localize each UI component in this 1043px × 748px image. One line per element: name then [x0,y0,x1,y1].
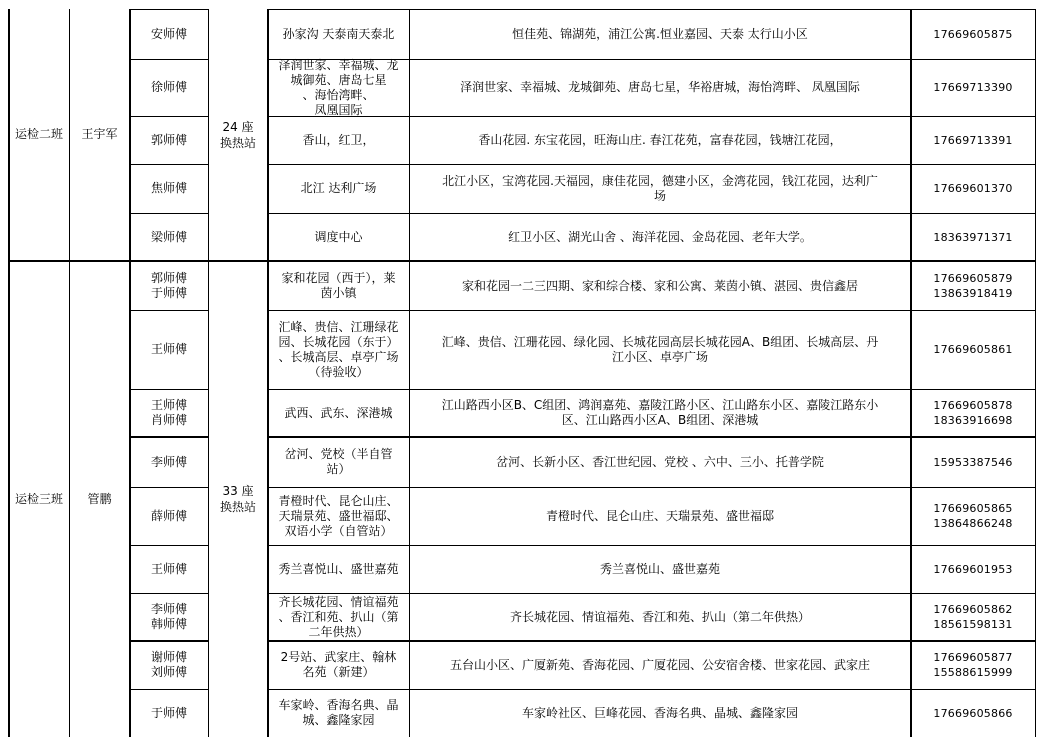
communities-cell: 车家岭社区、巨峰花园、香海名典、晶城、鑫隆家园 [521,705,798,720]
station-cell: 24 座 换热站 [219,119,256,150]
grid-line [208,9,209,737]
grid-line [268,164,1036,165]
phone-cell: 17669605861 [933,343,1013,356]
grid-line [267,9,269,737]
phone-cell: 17669605878 18363916698 [933,399,1013,427]
grid-line [409,9,410,737]
worker-cell: 郭师傅 于师傅 [150,271,187,300]
communities-cell: 江山路西小区B、C组团、鸿润嘉苑、嘉陵江路小区、江山路东小区、嘉陵江路东小 区、江山路西小区A、B组团、深港城 [441,398,879,427]
grid-line [130,59,208,60]
communities-cell: 青橙时代、昆仑山庄、天瑞景苑、盛世福邸 [545,508,774,523]
communities-cell: 香山花园. 东宝花园，旺海山庄. 春江花苑，富春花园，钱塘江花园， [478,132,842,147]
grid-line [268,487,1036,488]
area-cell: 北江 达利广场 [300,181,377,195]
area-cell: 2号站、武家庄、翰林 名苑（新建） [280,650,397,679]
communities-cell: 秀兰喜悦山、盛世嘉苑 [599,561,720,576]
area-cell: 家和花园（西于），莱 茵小镇 [281,271,396,300]
leader-cell: 王宇军 [81,127,118,141]
area-cell: 香山，红卫， [302,132,375,147]
area-cell: 泽润世家、幸福城、龙 城御苑、唐岛七星 、海怡湾畔、 凤凰国际 [278,57,399,117]
grid-line [268,689,1036,690]
grid-line [8,9,10,737]
phone-cell: 17669601953 [933,562,1013,576]
area-cell: 齐长城花园、情谊福苑 、香江和苑、扒山（第 二年供热） [278,594,399,639]
communities-cell: 汇峰、贵信、江珊花园、绿化园、长城花园高层长城花园A、B组团、长城高层、丹 江小区、卓亭广场 [441,334,879,364]
phone-cell: 17669601370 [933,182,1013,195]
team-cell: 运检二班 [14,127,63,141]
grid-line [130,213,208,214]
grid-line [910,9,912,737]
communities-cell: 北江小区，宝湾花园.天福园，康佳花园，德建小区，金湾花园，钱江花园，达利广 场 [442,173,878,203]
grid-line [268,310,1036,311]
grid-line [130,116,208,117]
grid-line [8,260,1036,262]
grid-line [130,164,208,165]
phone-cell: 17669605879 13863918419 [933,272,1013,300]
grid-line [130,593,208,594]
grid-line [130,389,208,390]
grid-line [130,545,208,546]
phone-cell: 17669605862 18561598131 [933,603,1013,631]
communities-cell: 泽润世家、幸福城、龙城御苑、唐岛七星，华裕唐城，海怡湾畔、 凤凰国际 [460,80,860,94]
worker-cell: 王师傅 [150,561,187,576]
grid-line [268,545,1036,546]
communities-cell: 五台山小区、广厦新苑、香海花园、广厦花园、公安宿舍楼、世家花园、武家庄 [449,657,870,672]
grid-line [268,116,1036,117]
grid-line [268,593,1036,594]
grid-line [130,487,208,488]
phone-cell: 17669605875 [933,27,1013,41]
worker-cell: 于师傅 [150,705,187,720]
area-cell: 青橙时代、昆仑山庄、 天瑞景苑、盛世福邸、 双语小学（自管站） [278,493,399,538]
area-cell: 汇峰、贵信、江珊绿花 园、长城花园（东于） 、长城高层、卓亭广场 （待验收） [278,319,399,379]
grid-line [268,59,1036,60]
grid-line [130,436,208,438]
phone-cell: 17669605877 15588615999 [933,651,1013,679]
worker-cell: 郭师傅 [150,132,187,147]
grid-line [130,310,208,311]
worker-cell: 李师傅 韩师傅 [150,602,187,631]
grid-line [268,640,1036,642]
station-cell: 33 座 换热站 [219,484,256,514]
worker-cell: 谢师傅 刘师傅 [150,650,187,679]
phone-cell: 18363971371 [933,230,1013,244]
communities-cell: 岔河、长新小区、香江世纪园、党校 、六中、三小、托普学院 [496,454,824,469]
grid-line [130,9,208,10]
phone-cell: 17669713391 [933,133,1013,147]
area-cell: 秀兰喜悦山、盛世嘉苑 [278,561,399,576]
phone-cell: 17669605865 13864866248 [933,502,1013,530]
grid-line [268,389,1036,390]
phone-cell: 17669713390 [933,81,1013,94]
phone-cell: 15953387546 [933,455,1013,469]
grid-line [69,9,70,737]
worker-cell: 梁师傅 [150,229,187,244]
area-cell: 岔河、党校（半自管 站） [284,447,393,476]
area-cell: 武西、武东、深港城 [284,405,393,420]
team-cell: 运检三班 [14,491,63,506]
grid-line [268,9,1036,10]
area-cell: 孙家沟 天泰南天泰北 [282,26,395,41]
phone-cell: 17669605866 [933,706,1013,720]
grid-line [1035,9,1036,737]
worker-cell: 薛师傅 [150,508,187,523]
grid-line [130,689,208,690]
area-cell: 车家岭、香海名典、晶 城、鑫隆家园 [278,698,399,727]
communities-cell: 齐长城花园、情谊福苑、香江和苑、扒山（第二年供热） [509,609,810,624]
area-cell: 调度中心 [314,229,363,244]
worker-cell: 安师傅 [150,26,187,41]
worker-cell: 王师傅 肖师傅 [150,398,187,427]
leader-cell: 管鹏 [87,491,112,506]
grid-line [268,436,1036,438]
grid-line [129,9,131,737]
worker-cell: 李师傅 [150,454,187,469]
communities-cell: 恒佳苑、锦湖苑，浦江公寓.恒业嘉园、天泰 太行山小区 [512,26,808,41]
worker-cell: 王师傅 [150,342,187,356]
worker-cell: 徐师傅 [150,80,187,94]
communities-cell: 红卫小区、湖光山舍 、海洋花园、金岛花园、老年大学。 [508,229,812,244]
worker-cell: 焦师傅 [150,181,187,195]
grid-line [268,213,1036,214]
communities-cell: 家和花园一二三四期、家和综合楼、家和公寓、莱茵小镇、湛园、贵信鑫居 [461,278,858,293]
grid-line [130,640,208,642]
